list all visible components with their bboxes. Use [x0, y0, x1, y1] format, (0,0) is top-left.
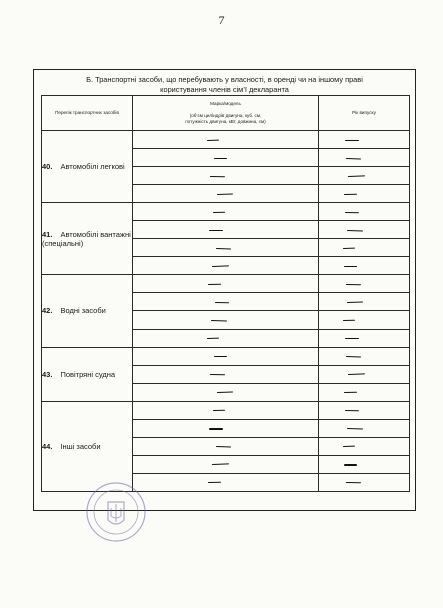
- model-cell: [133, 185, 319, 203]
- category-cell: [42, 347, 133, 401]
- model-cell: [133, 383, 319, 401]
- year-cell: [319, 203, 410, 221]
- year-cell: [319, 473, 410, 491]
- handwritten-dash: [215, 302, 229, 304]
- category-label: Водні засоби: [60, 306, 106, 316]
- handwritten-dash: [217, 193, 233, 195]
- year-cell: [319, 167, 410, 185]
- handwritten-dash: [346, 482, 361, 484]
- header-model: [133, 96, 319, 131]
- handwritten-dash: [210, 374, 225, 376]
- year-cell: [319, 365, 410, 383]
- model-cell: [133, 257, 319, 275]
- handwritten-dash: [217, 392, 233, 394]
- year-cell: [319, 419, 410, 437]
- handwritten-dash: [345, 212, 359, 214]
- model-cell: [133, 239, 319, 257]
- handwritten-dash: [207, 139, 219, 141]
- handwritten-dash: [212, 265, 229, 267]
- handwritten-dash: [345, 338, 359, 339]
- year-cell: [319, 185, 410, 203]
- table-row: [42, 131, 410, 149]
- section-title-line-2: користування членів сім’ї декларанта: [160, 85, 289, 94]
- handwritten-dash: [209, 230, 223, 231]
- category-label: Повітряні судна: [60, 369, 116, 379]
- year-cell: [319, 347, 410, 365]
- handwritten-dash: [347, 230, 363, 232]
- category-cell: [42, 203, 133, 275]
- table-row: [42, 347, 410, 365]
- category-label: Інші засоби: [60, 441, 101, 451]
- handwritten-dash: [348, 374, 365, 376]
- handwritten-dash: [214, 356, 227, 357]
- handwritten-dash: [346, 284, 361, 286]
- section-title-line-1: Б. Транспортні засоби, що перебувають у власності, в оренді чи на іншому праві: [86, 75, 363, 84]
- year-cell: [319, 257, 410, 275]
- model-cell: [133, 437, 319, 455]
- handwritten-dash: [343, 247, 355, 249]
- category-number: 41.: [42, 229, 53, 239]
- handwritten-dash: [344, 392, 357, 394]
- handwritten-dash: [207, 338, 219, 340]
- model-cell: [133, 221, 319, 239]
- model-cell: [133, 203, 319, 221]
- category-cell: [42, 275, 133, 347]
- year-cell: [319, 383, 410, 401]
- year-cell: [319, 437, 410, 455]
- category-cell: [42, 401, 133, 491]
- handwritten-dash: [209, 428, 223, 429]
- table-header-row: [42, 96, 410, 131]
- handwritten-dash: [214, 158, 227, 159]
- category-number: 42.: [42, 306, 53, 316]
- handwritten-dash: [347, 428, 363, 430]
- year-cell: [319, 131, 410, 149]
- table-row: [42, 401, 410, 419]
- header-model-line-1: Марка/модель: [210, 101, 241, 106]
- header-year: Рік випуску: [319, 96, 410, 131]
- year-cell: [319, 221, 410, 239]
- page-number: 7: [218, 13, 225, 27]
- handwritten-dash: [213, 410, 225, 412]
- category-cell: [42, 131, 133, 203]
- model-cell: [133, 293, 319, 311]
- category-label: Автомобілі легкові: [60, 162, 125, 172]
- model-cell: [133, 419, 319, 437]
- handwritten-dash: [345, 410, 359, 412]
- model-cell: [133, 401, 319, 419]
- handwritten-dash: [212, 464, 229, 466]
- handwritten-dash: [343, 320, 355, 322]
- category-label: Автомобілі вантажні (спеціальні): [42, 229, 131, 248]
- year-cell: [319, 401, 410, 419]
- handwritten-dash: [344, 464, 357, 465]
- handwritten-dash: [348, 175, 365, 177]
- category-number: 44.: [42, 441, 53, 451]
- vehicles-table: [41, 95, 410, 492]
- table-body: [42, 131, 410, 492]
- model-cell: [133, 365, 319, 383]
- handwritten-dash: [211, 320, 227, 322]
- model-cell: [133, 455, 319, 473]
- coat-of-arms-seal-icon: [84, 480, 148, 544]
- year-cell: [319, 455, 410, 473]
- model-cell: [133, 311, 319, 329]
- category-number: 40.: [42, 162, 53, 172]
- handwritten-dash: [210, 176, 225, 178]
- handwritten-dash: [344, 266, 357, 267]
- handwritten-dash: [213, 211, 225, 213]
- category-number: 43.: [42, 369, 53, 379]
- header-model-line-3: потужність двигуна, кВт, довжина, см): [185, 119, 266, 124]
- handwritten-dash: [216, 248, 231, 250]
- handwritten-dash: [208, 284, 221, 286]
- year-cell: [319, 311, 410, 329]
- year-cell: [319, 329, 410, 347]
- handwritten-dash: [216, 446, 231, 448]
- year-cell: [319, 275, 410, 293]
- handwritten-dash: [346, 158, 361, 160]
- handwritten-dash: [343, 446, 355, 448]
- declaration-section-frame: [33, 69, 416, 511]
- handwritten-dash: [347, 301, 363, 303]
- model-cell: [133, 329, 319, 347]
- header-list: Перелік транспортних засобів: [42, 96, 133, 131]
- model-cell: [133, 149, 319, 167]
- model-cell: [133, 131, 319, 149]
- handwritten-dash: [345, 140, 359, 141]
- section-title: [34, 75, 415, 95]
- model-cell: [133, 347, 319, 365]
- handwritten-dash: [208, 482, 221, 484]
- year-cell: [319, 293, 410, 311]
- model-cell: [133, 275, 319, 293]
- model-cell: [133, 167, 319, 185]
- year-cell: [319, 149, 410, 167]
- handwritten-dash: [344, 193, 357, 195]
- table-row: [42, 275, 410, 293]
- handwritten-dash: [346, 356, 361, 358]
- table-row: [42, 203, 410, 221]
- model-cell: [133, 473, 319, 491]
- header-model-line-2: (об’єм циліндрів двигуна, куб. см,: [189, 113, 262, 118]
- year-cell: [319, 239, 410, 257]
